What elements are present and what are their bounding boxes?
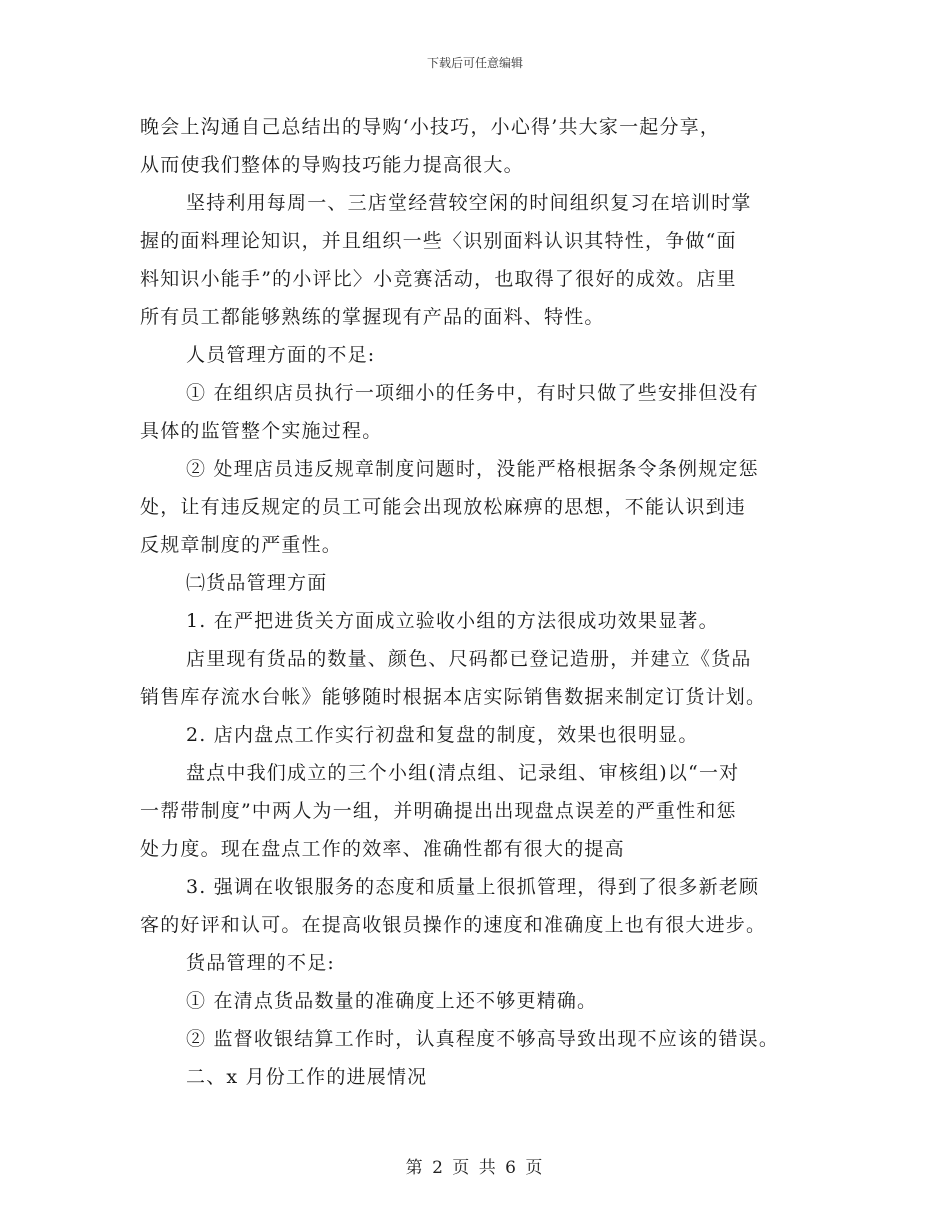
body-line: 销售库存流水台帐》能够随时根据本店实际销售数据来制定订货计划。 — [140, 686, 767, 708]
body-line: 料知识小能手”的小评比〉小竞赛活动，也取得了很好的成效。店里 — [140, 268, 737, 290]
body-line: 从而使我们整体的导购技巧能力提高很大。 — [140, 154, 524, 176]
body-line: 3. 强调在收银服务的态度和质量上很抓管理，得到了很多新老顾 — [186, 876, 760, 898]
body-line: 处力度。现在盘点工作的效率、准确性都有很大的提高 — [140, 838, 625, 860]
body-line: ① 在组织店员执行一项细小的任务中，有时只做了些安排但没有 — [186, 382, 759, 404]
body-line: ② 处理店员违反规章制度问题时，没能严格根据条令条例规定惩 — [186, 458, 759, 480]
section-heading: 人员管理方面的不足: — [186, 344, 376, 366]
page-number-footer: 第 2 页 共 6 页 — [405, 1158, 545, 1178]
body-line: ② 监督收银结算工作时，认真程度不够高导致出现不应该的错误。 — [186, 1028, 780, 1050]
body-line: 具体的监管整个实施过程。 — [140, 420, 383, 442]
body-line: 晚会上沟通自己总结出的导购‘小技巧，小心得’共大家一起分享， — [140, 116, 721, 138]
body-line: 坚持利用每周一、三店堂经营较空闲的时间组织复习在培训时掌 — [186, 192, 752, 214]
page-header-note: 下载后可任意编辑 — [426, 56, 523, 70]
section-heading: ㈡货品管理方面 — [186, 572, 328, 594]
body-line: 一帮带制度”中两人为一组，并明确提出出现盘点误差的严重性和惩 — [140, 800, 737, 822]
section-heading: 货品管理的不足: — [186, 952, 336, 974]
body-line: ① 在清点货品数量的准确度上还不够更精确。 — [186, 990, 598, 1012]
body-line: 握的面料理论知识，并且组织一些〈识别面料认识其特性，争做“面 — [140, 230, 737, 252]
body-line: 反规章制度的严重性。 — [140, 534, 343, 556]
body-line: 处，让有违反规定的员工可能会出现放松麻痹的思想，不能认识到违 — [140, 496, 747, 518]
document-body — [140, 108, 830, 1096]
body-line: 2. 店内盘点工作实行初盘和复盘的制度，效果也很明显。 — [186, 724, 699, 746]
section-heading: 二、x 月份工作的进展情况 — [186, 1066, 428, 1088]
body-line: 1. 在严把进货关方面成立验收小组的方法很成功效果显著。 — [186, 610, 719, 632]
body-line: 所有员工都能够熟练的掌握现有产品的面料、特性。 — [140, 306, 605, 328]
body-line: 店里现有货品的数量、颜色、尺码都已登记造册，并建立《货品 — [186, 648, 752, 670]
body-line: 客的好评和认可。在提高收银员操作的速度和准确度上也有很大进步。 — [140, 914, 767, 936]
body-line: 盘点中我们成立的三个小组(清点组、记录组、审核组)以“一对 — [186, 762, 740, 784]
